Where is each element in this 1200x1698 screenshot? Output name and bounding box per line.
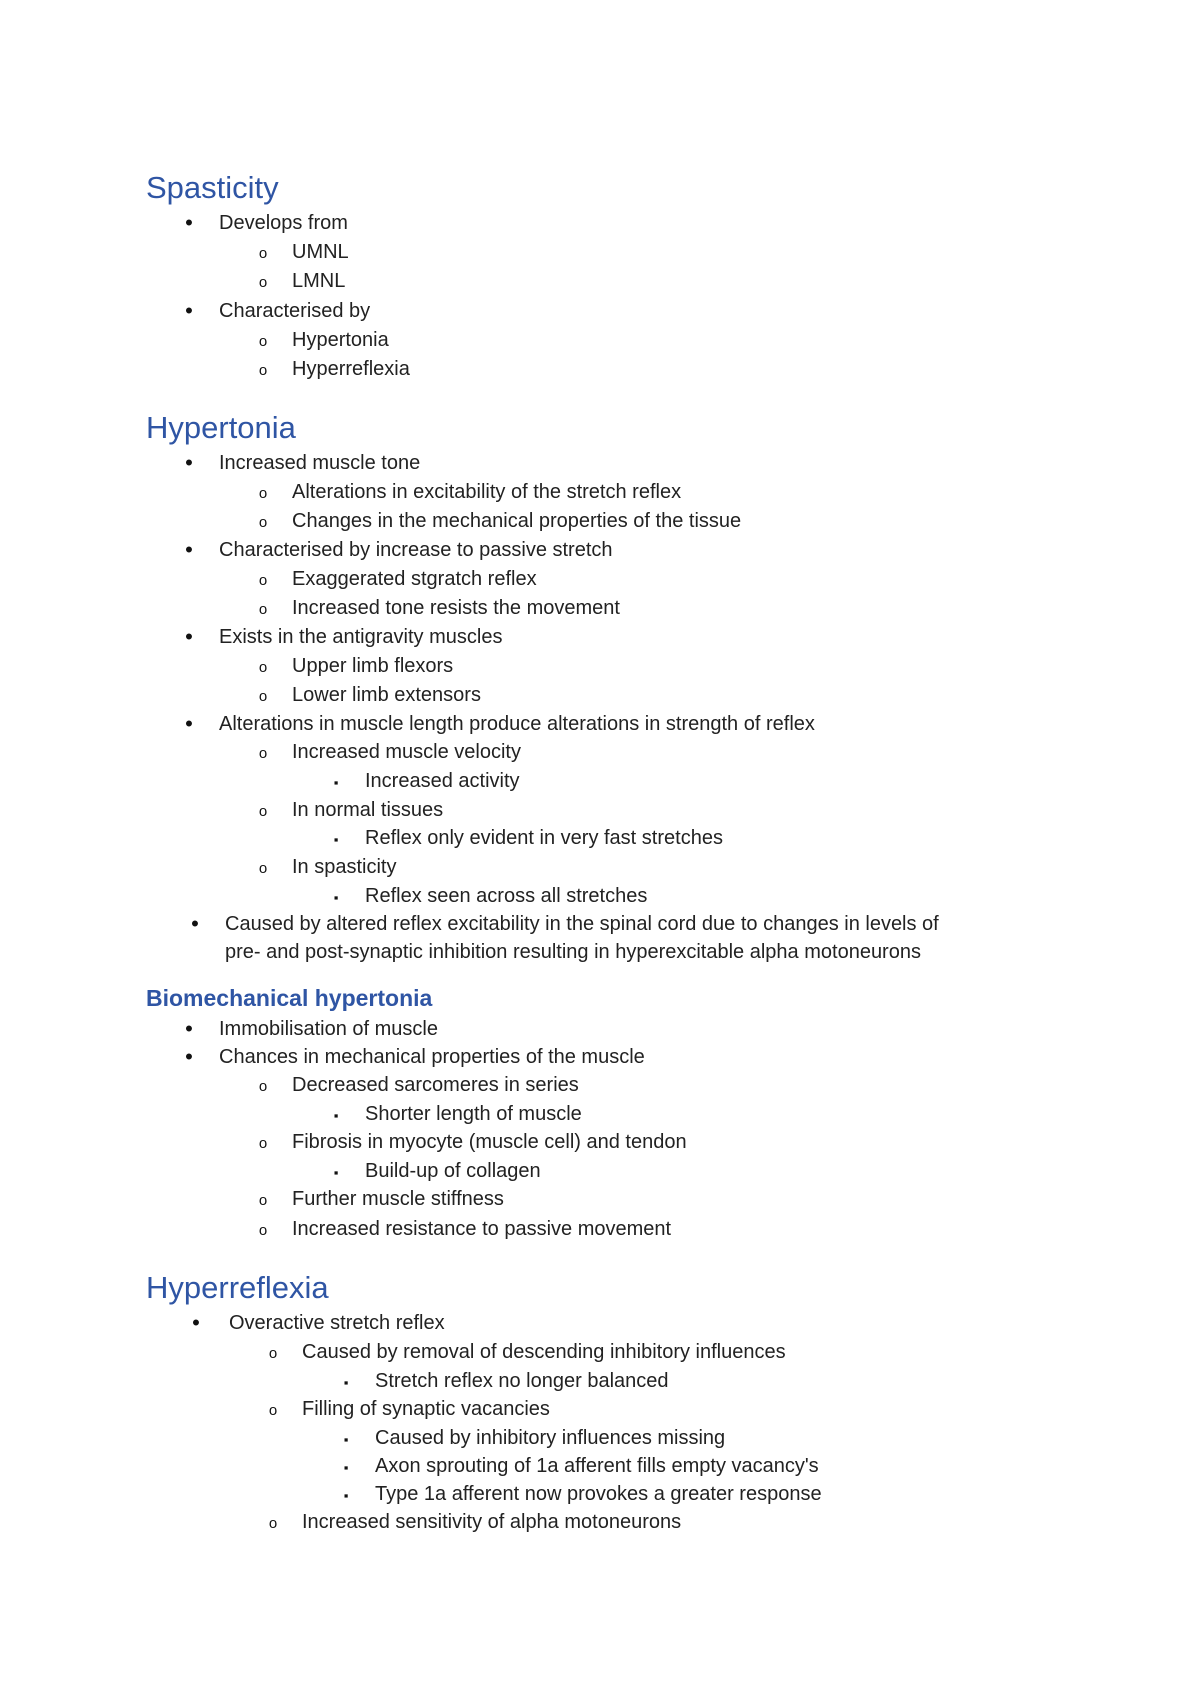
circle-bullet-icon <box>252 566 274 594</box>
list-item: Axon sprouting of 1a afferent fills empty vacancy's <box>375 1455 819 1477</box>
circle-bullet-icon <box>252 1129 274 1157</box>
list-item: Increased muscle velocity <box>292 741 521 763</box>
circle-bullet-icon <box>262 1339 284 1367</box>
list-item: Changes in the mechanical properties of the tissue <box>292 510 742 532</box>
bullet-icon <box>178 450 200 477</box>
circle-bullet-icon <box>252 739 274 767</box>
list-item: Lower limb extensors <box>292 684 481 706</box>
list-item: Increased muscle tone <box>219 452 421 474</box>
heading-hyperreflexia: Hyperreflexia <box>146 1270 329 1305</box>
list-item: Fibrosis in myocyte (muscle cell) and tendon <box>292 1131 687 1153</box>
circle-bullet-icon <box>252 479 274 507</box>
list-item: Develops from <box>219 212 348 234</box>
square-bullet-icon <box>335 1453 357 1481</box>
list-item: Increased activity <box>365 770 520 792</box>
circle-bullet-icon <box>252 1186 274 1214</box>
list-item: Characterised by increase to passive stretch <box>219 539 613 561</box>
list-item: Exists in the antigravity muscles <box>219 626 503 648</box>
circle-bullet-icon <box>252 268 274 296</box>
circle-bullet-icon <box>262 1509 284 1537</box>
list-item: Increased sensitivity of alpha motoneurons <box>302 1511 682 1533</box>
circle-bullet-icon <box>252 356 274 384</box>
circle-bullet-icon <box>262 1396 284 1424</box>
circle-bullet-icon <box>252 508 274 536</box>
list-item: Alterations in excitability of the stretch reflex <box>292 481 682 503</box>
square-bullet-icon <box>335 1425 357 1453</box>
bullet-icon <box>178 298 200 325</box>
list-item: Filling of synaptic vacancies <box>302 1398 550 1420</box>
circle-bullet-icon <box>252 239 274 267</box>
square-bullet-icon <box>325 883 347 911</box>
list-item: Hyperreflexia <box>292 358 410 380</box>
list-item: Characterised by <box>219 300 371 322</box>
list-item: Upper limb flexors <box>292 655 454 677</box>
list-item: Reflex seen across all stretches <box>365 885 648 907</box>
circle-bullet-icon <box>252 797 274 825</box>
bullet-icon <box>178 537 200 564</box>
circle-bullet-icon <box>252 327 274 355</box>
circle-bullet-icon <box>252 1216 274 1244</box>
list-item: Chances in mechanical properties of the muscle <box>219 1046 645 1068</box>
list-item: LMNL <box>292 270 346 292</box>
bullet-icon <box>184 911 206 938</box>
list-item: Increased tone resists the movement <box>292 597 620 619</box>
list-item: In spasticity <box>292 856 397 878</box>
circle-bullet-icon <box>252 682 274 710</box>
list-item-continuation: pre- and post-synaptic inhibition resulting in hyperexcitable alpha motoneurons <box>225 941 921 963</box>
square-bullet-icon <box>325 768 347 796</box>
circle-bullet-icon <box>252 1072 274 1100</box>
square-bullet-icon <box>325 1158 347 1186</box>
square-bullet-icon <box>335 1481 357 1509</box>
list-item: Shorter length of muscle <box>365 1103 582 1125</box>
list-item: Caused by removal of descending inhibitory influences <box>302 1341 786 1363</box>
circle-bullet-icon <box>252 854 274 882</box>
bullet-icon <box>178 711 200 738</box>
bullet-icon <box>178 1044 200 1071</box>
list-item: Caused by inhibitory influences missing <box>375 1427 726 1449</box>
square-bullet-icon <box>325 1101 347 1129</box>
list-item: Overactive stretch reflex <box>229 1312 445 1334</box>
list-item: Reflex only evident in very fast stretches <box>365 827 723 849</box>
list-item: In normal tissues <box>292 799 444 821</box>
list-item: Exaggerated stgratch reflex <box>292 568 537 590</box>
list-item: Decreased sarcomeres in series <box>292 1074 579 1096</box>
list-item: Build-up of collagen <box>365 1160 541 1182</box>
heading-spasticity: Spasticity <box>146 170 279 205</box>
bullet-icon <box>178 624 200 651</box>
bullet-icon <box>178 210 200 237</box>
circle-bullet-icon <box>252 653 274 681</box>
square-bullet-icon <box>335 1368 357 1396</box>
circle-bullet-icon <box>252 595 274 623</box>
list-item: Immobilisation of muscle <box>219 1018 438 1040</box>
bullet-icon <box>185 1310 207 1337</box>
bullet-icon <box>178 1016 200 1043</box>
list-item: Alterations in muscle length produce alterations in strength of reflex <box>219 713 815 735</box>
list-item: Hypertonia <box>292 329 389 351</box>
square-bullet-icon <box>325 825 347 853</box>
list-item: UMNL <box>292 241 349 263</box>
list-item: Increased resistance to passive movement <box>292 1218 672 1240</box>
list-item: Stretch reflex no longer balanced <box>375 1370 669 1392</box>
heading-hypertonia: Hypertonia <box>146 410 296 445</box>
list-item: Type 1a afferent now provokes a greater response <box>375 1483 822 1505</box>
heading-biomechanical-hypertonia: Biomechanical hypertonia <box>146 985 433 1011</box>
list-item: Caused by altered reflex excitability in the spinal cord due to changes in levels of <box>225 913 939 935</box>
list-item: Further muscle stiffness <box>292 1188 504 1210</box>
